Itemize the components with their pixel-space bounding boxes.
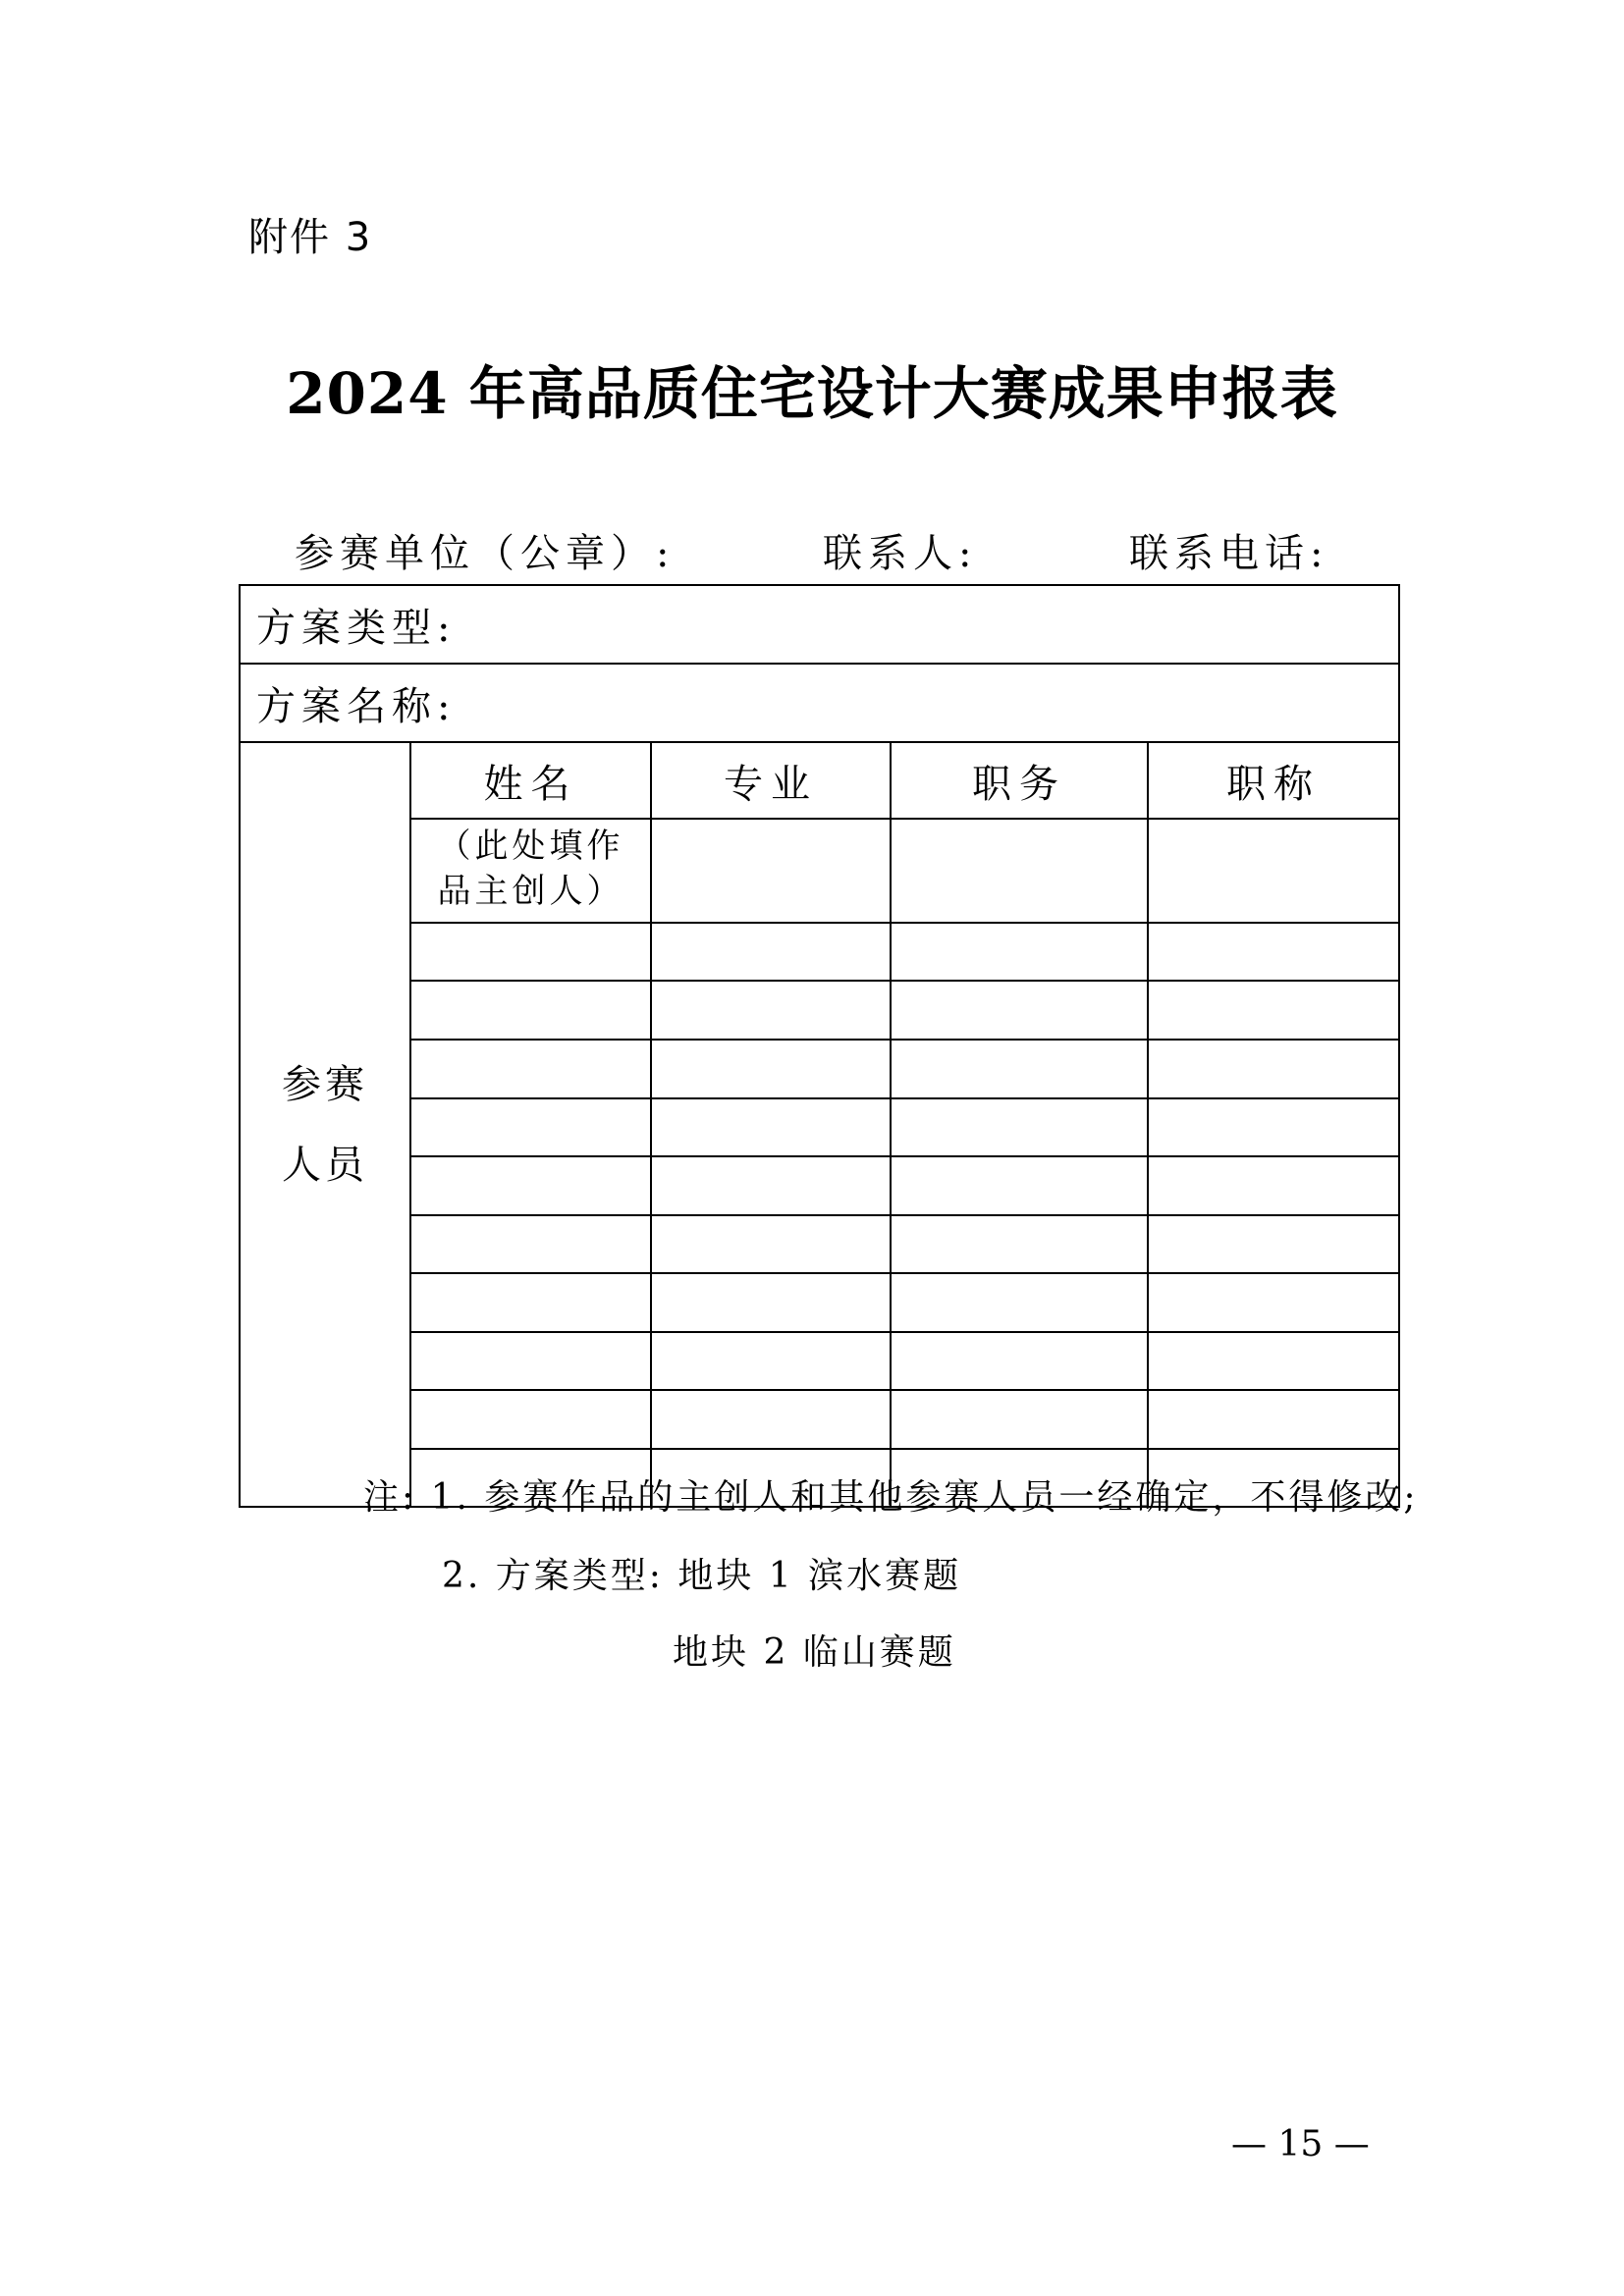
participant-row [240, 1390, 1399, 1449]
column-header-title: 职称 [1148, 742, 1399, 819]
name-cell[interactable] [410, 1273, 651, 1332]
major-cell[interactable] [651, 1098, 891, 1156]
participant-row [240, 1040, 1399, 1098]
title-cell[interactable] [1148, 1332, 1399, 1390]
title-cell[interactable] [1148, 1390, 1399, 1449]
contact-phone-label: 联系电话: [1129, 531, 1329, 576]
creator-note-line1: （此处填作 [437, 827, 624, 866]
major-cell[interactable] [651, 1332, 891, 1390]
scheme-name-field[interactable] [240, 664, 1399, 742]
major-cell[interactable] [651, 981, 891, 1040]
position-cell[interactable] [891, 923, 1148, 981]
participant-row [240, 1156, 1399, 1215]
scheme-name-row [240, 664, 1399, 742]
scheme-name-label: 方案名称: [256, 683, 457, 729]
scheme-type-field[interactable] [240, 585, 1399, 664]
position-cell[interactable] [891, 981, 1148, 1040]
position-cell[interactable] [891, 1390, 1148, 1449]
name-cell[interactable] [410, 981, 651, 1040]
scheme-type-row [240, 585, 1399, 664]
page-number: — 15 — [1231, 2124, 1370, 2164]
position-cell[interactable] [891, 1215, 1148, 1273]
title-cell[interactable] [1148, 1098, 1399, 1156]
lead-creator-name-cell[interactable] [410, 819, 651, 923]
participating-unit-label: 参赛单位（公章）: [295, 531, 676, 576]
title-cell[interactable] [1148, 1040, 1399, 1098]
name-cell[interactable] [410, 1332, 651, 1390]
name-cell[interactable] [410, 1040, 651, 1098]
major-cell[interactable] [651, 1040, 891, 1098]
lead-creator-major-cell[interactable] [651, 819, 891, 923]
participant-row [240, 1332, 1399, 1390]
applicant-info-row [0, 529, 1624, 578]
name-cell[interactable] [410, 1215, 651, 1273]
title-cell[interactable] [1148, 1156, 1399, 1215]
scheme-type-label: 方案类型: [256, 605, 457, 651]
contact-person-label: 联系人: [823, 531, 978, 576]
position-cell[interactable] [891, 1098, 1148, 1156]
form-title: 2024 年高品质住宅设计大赛成果申报表 [286, 360, 1338, 427]
title-cell[interactable] [1148, 981, 1399, 1040]
title-cell[interactable] [1148, 1215, 1399, 1273]
participants-label-line2: 人员 [282, 1142, 368, 1188]
participants-header-row [240, 742, 1399, 819]
column-header-major: 专业 [651, 742, 891, 819]
position-cell[interactable] [891, 1332, 1148, 1390]
position-cell[interactable] [891, 1273, 1148, 1332]
lead-creator-title-cell[interactable] [1148, 819, 1399, 923]
participant-row [240, 1215, 1399, 1273]
column-header-position: 职务 [891, 742, 1148, 819]
major-cell[interactable] [651, 1215, 891, 1273]
application-form-table [239, 584, 1400, 1508]
major-cell[interactable] [651, 1390, 891, 1449]
note-2: 2. 方案类型: 地块 1 滨水赛题 [442, 1556, 962, 1596]
participant-row [240, 1098, 1399, 1156]
major-cell[interactable] [651, 1156, 891, 1215]
position-cell[interactable] [891, 1156, 1148, 1215]
title-cell[interactable] [1148, 1273, 1399, 1332]
participant-row [240, 981, 1399, 1040]
name-cell[interactable] [410, 923, 651, 981]
title-cell[interactable] [1148, 923, 1399, 981]
note-1: 注: 1. 参赛作品的主创人和其他参赛人员一经确定，不得修改; [363, 1477, 1419, 1518]
attachment-label: 附件 3 [248, 215, 373, 260]
participants-label-line1: 参赛 [282, 1061, 368, 1107]
lead-creator-row [240, 819, 1399, 923]
note-3: 地块 2 临山赛题 [673, 1632, 956, 1673]
participant-row [240, 923, 1399, 981]
lead-creator-position-cell[interactable] [891, 819, 1148, 923]
creator-note-line2: 品主创人） [437, 872, 624, 911]
position-cell[interactable] [891, 1040, 1148, 1098]
name-cell[interactable] [410, 1098, 651, 1156]
participant-row [240, 1273, 1399, 1332]
name-cell[interactable] [410, 1390, 651, 1449]
participants-label-cell [240, 742, 410, 1507]
column-header-name: 姓名 [410, 742, 651, 819]
major-cell[interactable] [651, 923, 891, 981]
name-cell[interactable] [410, 1156, 651, 1215]
major-cell[interactable] [651, 1273, 891, 1332]
